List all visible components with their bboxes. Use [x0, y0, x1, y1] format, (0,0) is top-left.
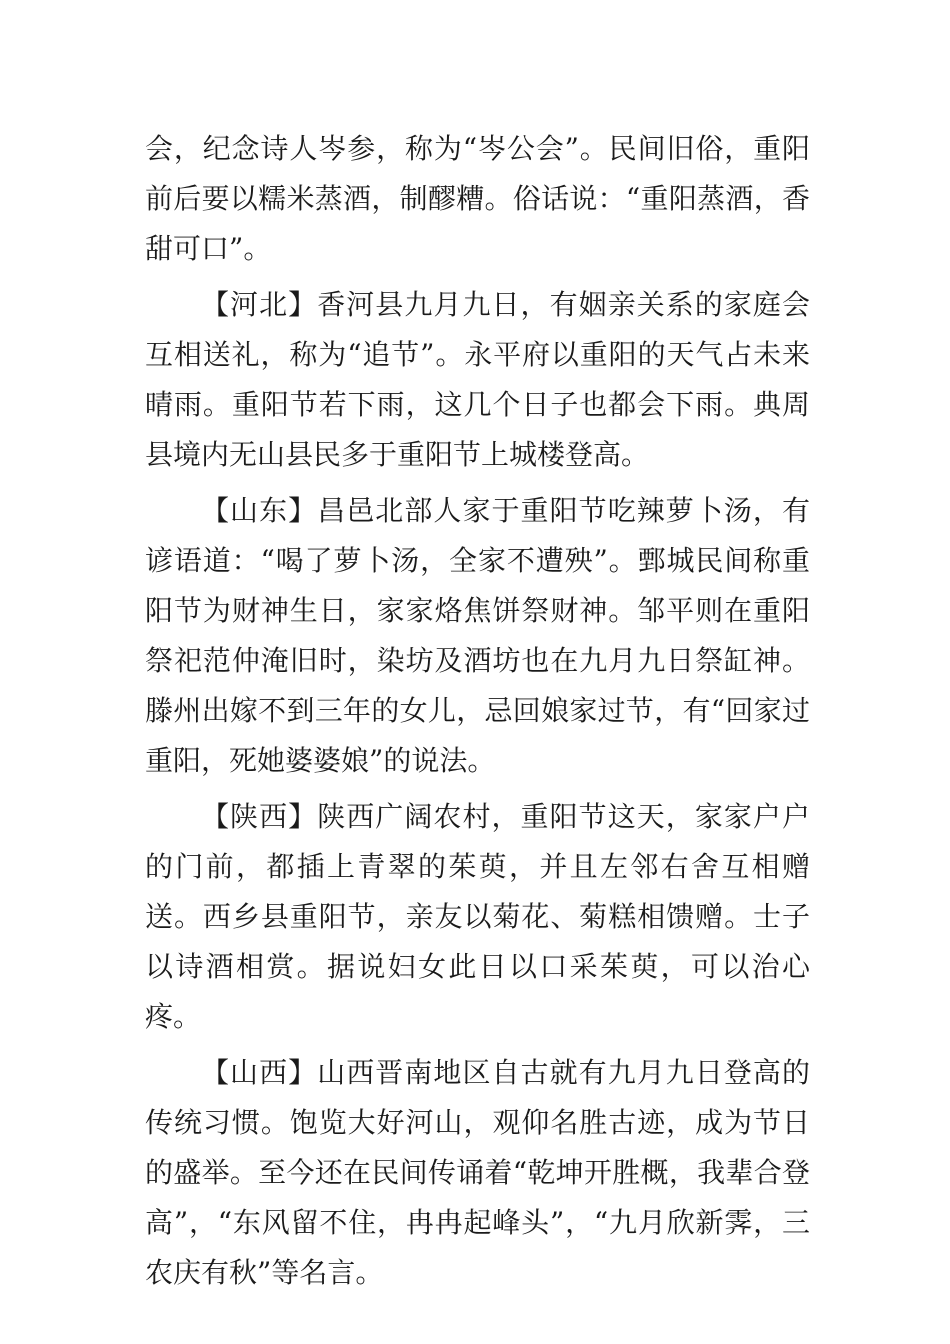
paragraph-text: 会，纪念诗人岑参，称为“岑公会”。民间旧俗，重阳前后要以糯米蒸酒，制醪糟。俗话说：“重阳蒸酒，香甜可口”。 [145, 132, 810, 265]
paragraph-shanxi [145, 1048, 810, 1298]
region-heading-shanxi: 【山西】 [201, 1056, 318, 1089]
region-heading-hebei: 【河北】 [201, 288, 318, 321]
paragraph-hebei [145, 280, 810, 480]
paragraph-continuation [145, 124, 810, 274]
paragraph-shandong [145, 486, 810, 786]
paragraph-shaanxi [145, 792, 810, 1042]
paragraph-text: 昌邑北部人家于重阳节吃辣萝卜汤，有谚语道：“喝了萝卜汤，全家不遭殃”。鄄城民间称重阳节为财神生日，家家烙焦饼祭财神。邹平则在重阳祭祀范仲淹旧时，染坊及酒坊也在九月九日祭缸神。滕州出嫁不到三年的女儿，忌回娘家过节，有“回家过重阳，死她婆婆娘”的说法。 [145, 494, 810, 777]
paragraph-text: 香河县九月九日，有姻亲关系的家庭会互相送礼，称为“追节”。永平府以重阳的天气占未来晴雨。重阳节若下雨，这几个日子也都会下雨。典周县境内无山县民多于重阳节上城楼登高。 [145, 288, 810, 471]
region-heading-shandong: 【山东】 [201, 494, 318, 527]
paragraph-text: 山西晋南地区自古就有九月九日登高的传统习惯。饱览大好河山，观仰名胜古迹，成为节日的盛举。至今还在民间传诵着“乾坤开胜概，我辈合登高”，“东风留不住，冉冉起峰头”，“九月欣新霁，三农庆有秋”等名言。 [145, 1056, 810, 1289]
paragraph-text: 陕西广阔农村，重阳节这天，家家户户的门前，都插上青翠的茱萸，并且左邻右舍互相赠送。西乡县重阳节，亲友以菊花、菊糕相馈赠。士子以诗酒相赏。据说妇女此日以口采茱萸，可以治心疼。 [145, 800, 810, 1033]
region-heading-shaanxi: 【陕西】 [201, 800, 318, 833]
document-body [145, 124, 810, 1304]
